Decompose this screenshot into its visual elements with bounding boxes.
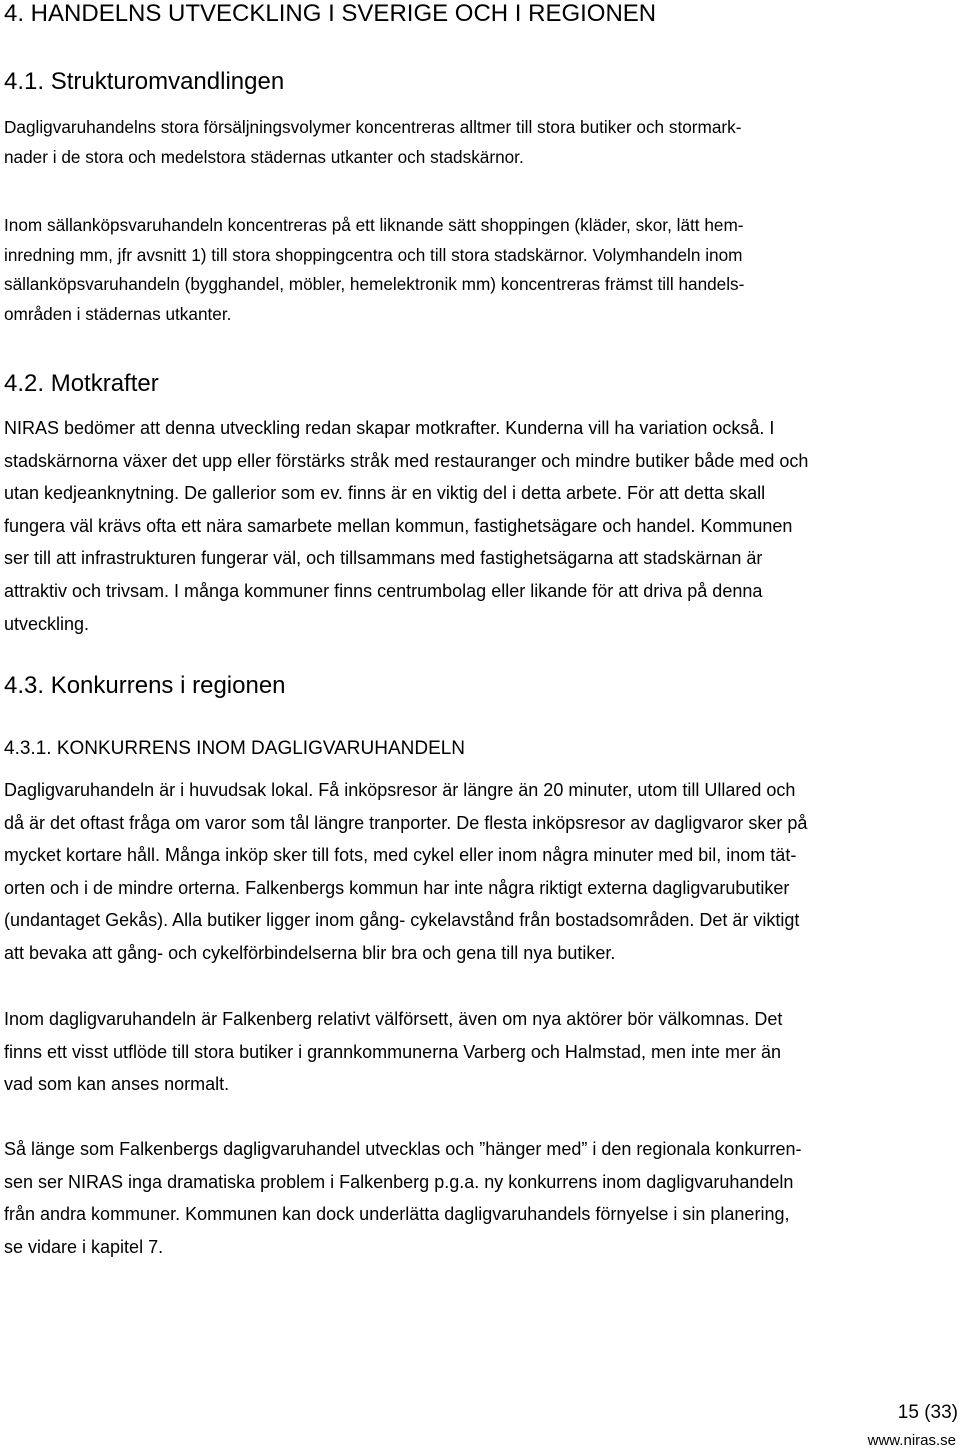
chapter-heading: 4. HANDELNS UTVECKLING I SVERIGE OCH I REGIONEN	[4, 0, 657, 27]
text-line: Så länge som Falkenbergs dagligvaruhandel utvecklas och ”hänger med” i den regionala konkurren-	[4, 1139, 802, 1159]
section-heading-4-2: 4.2. Motkrafter	[4, 370, 159, 397]
text-line: sen ser NIRAS inga dramatiska problem i Falkenberg p.g.a. ny konkurrens inom dagligvaruhandeln	[4, 1171, 794, 1192]
text-line: Dagligvaruhandelns stora försäljningsvolymer koncentreras alltmer till stora butiker och stormark-	[4, 117, 742, 137]
text-line: Inom sällanköpsvaruhandeln koncentreras på ett liknande sätt shoppingen (kläder, skor, lätt hem-	[4, 215, 744, 235]
text-line: från andra kommuner. Kommunen kan dock underlätta dagligvaruhandels förnyelse i sin planering,	[4, 1204, 790, 1225]
text-line: sällanköpsvaruhandeln (bygghandel, möbler, hemelektronik mm) koncentreras främst till handels-	[4, 274, 745, 294]
text-line: se vidare i kapitel 7.	[4, 1236, 164, 1257]
text-line: inredning mm, jfr avsnitt 1) till stora shoppingcentra och till stora stadskärnor. Volymhandeln inom	[4, 244, 743, 265]
paragraph-4-2	[4, 412, 959, 640]
text-line: mycket kortare håll. Många inköp sker till fots, med cykel eller inom några minuter med bil, inom tät-	[4, 845, 797, 866]
text-line: ser till att infrastrukturen fungerar väl, och tillsammans med fastighetsägarna att stadskärnan är	[4, 548, 763, 569]
paragraph-4-3-b	[4, 1003, 959, 1101]
text-line: finns ett visst utflöde till stora butiker i grannkommunerna Varberg och Halmstad, men inte mer än	[4, 1041, 782, 1062]
website-url: www.niras.se	[867, 1432, 956, 1449]
text-line: Dagligvaruhandeln är i huvudsak lokal. Få inköpsresor är längre än 20 minuter, utom till Ullared och	[4, 780, 796, 800]
text-line: attraktiv och trivsam. I många kommuner finns centrumbolag eller likande för att driva på denna	[4, 580, 763, 601]
text-line: utan kedjeanknytning. De gallerior som ev. finns är en viktig del i detta arbete. För att detta skall	[4, 483, 766, 504]
text-line: områden i städernas utkanter.	[4, 303, 232, 324]
text-line: stadskärnorna växer det upp eller förstärks stråk med restauranger och mindre butiker både med och	[4, 450, 809, 471]
text-line: då är det oftast fråga om varor som tål längre tranporter. De flesta inköpsresor av dagligvaror sker på	[4, 812, 808, 833]
text-line: nader i de stora och medelstora städernas utkanter och stadskärnor.	[4, 146, 524, 167]
section-heading-4-1: 4.1. Strukturomvandlingen	[4, 68, 285, 95]
page-number: 15 (33)	[897, 1402, 958, 1423]
paragraph-4-1-b	[4, 211, 959, 329]
text-line: att bevaka att gång- och cykelförbindelserna blir bra och gena till nya butiker.	[4, 942, 616, 963]
text-line: orten och i de mindre orterna. Falkenbergs kommun har inte några riktigt externa dagligvarubutiker	[4, 877, 790, 898]
text-line: vad som kan anses normalt.	[4, 1074, 230, 1095]
text-line: Inom dagligvaruhandeln är Falkenberg relativt välförsett, även om nya aktörer bör välkomnas. Det	[4, 1009, 783, 1029]
text-line: fungera väl krävs ofta ett nära samarbete mellan kommun, fastighetsägare och handel. Kommunen	[4, 515, 793, 536]
section-heading-4-3: 4.3. Konkurrens i regionen	[4, 672, 286, 699]
subsection-heading-4-3-1: 4.3.1. KONKURRENS INOM DAGLIGVARUHANDELN	[4, 738, 466, 759]
paragraph-4-1-a	[4, 113, 959, 172]
text-line: NIRAS bedömer att denna utveckling redan skapar motkrafter. Kunderna vill ha variation också. I	[4, 418, 775, 438]
text-line: utveckling.	[4, 613, 90, 634]
text-line: (undantaget Gekås). Alla butiker ligger inom gång- cykelavstånd från bostadsområden. Det är viktigt	[4, 910, 800, 931]
paragraph-4-3-a	[4, 774, 959, 970]
paragraph-4-3-c	[4, 1133, 959, 1263]
